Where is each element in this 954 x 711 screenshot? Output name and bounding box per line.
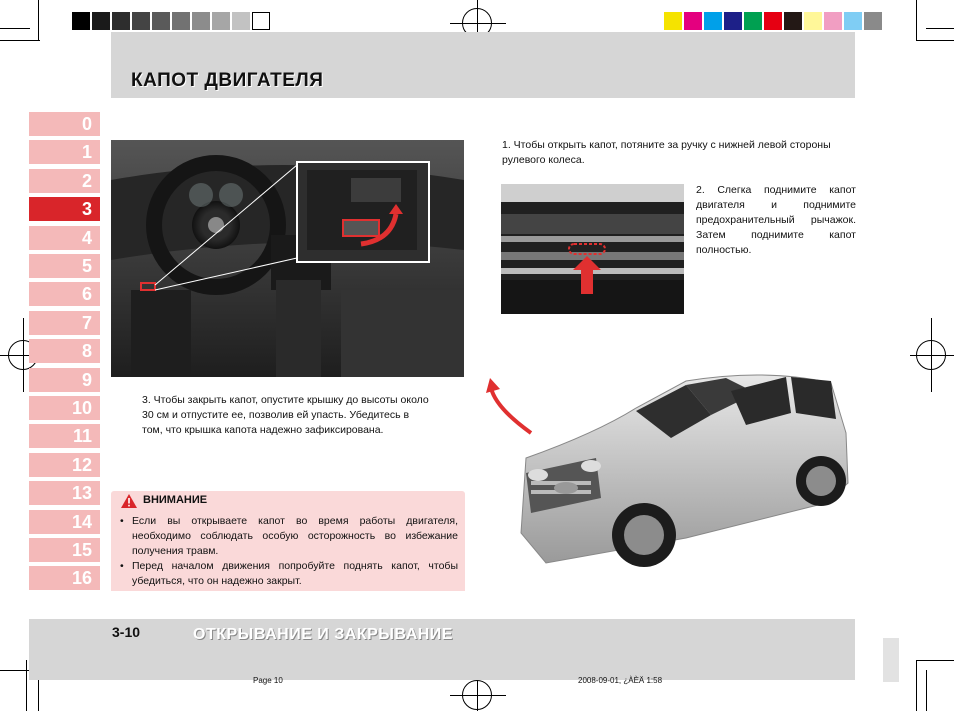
hood-latch-photo — [501, 184, 684, 314]
chapter-tab-label: 3 — [81, 199, 92, 220]
bullet: • — [120, 515, 124, 527]
chapter-tab-label: 2 — [81, 170, 92, 191]
chapter-tab-0[interactable] — [29, 112, 100, 136]
chapter-tab-10[interactable] — [29, 396, 100, 420]
warning-triangle-icon — [121, 494, 137, 513]
gray-swatch — [152, 12, 170, 30]
gray-swatch — [192, 12, 210, 30]
color-swatch — [804, 12, 822, 30]
print-file-label: Page 10 — [253, 676, 283, 685]
print-date-label: 2008-09-01, ¿ÀÈÄ 1:58 — [578, 676, 663, 685]
dashboard-photo — [111, 140, 464, 377]
color-swatch — [824, 12, 842, 30]
color-swatch — [704, 12, 722, 30]
chapter-tab-2[interactable] — [29, 169, 100, 193]
warning-item-text: Если вы открываете капот во время работы двигателя, необходимо соблюдать особую осторожность во избежание получения травм. — [132, 515, 458, 557]
gray-swatch — [92, 12, 110, 30]
step-1-text: 1. Чтобы открыть капот, потяните за ручку с нижней левой стороны рулевого колеса. — [502, 139, 831, 166]
chapter-tab-5[interactable] — [29, 254, 100, 278]
page-number: 3-10 — [112, 624, 141, 640]
warning-item-1 — [120, 514, 458, 559]
color-swatch — [784, 12, 802, 30]
gray-swatch — [212, 12, 230, 30]
chapter-tab-7[interactable] — [29, 311, 100, 335]
gray-swatch — [252, 12, 270, 30]
chapter-tab-label: 1 — [81, 142, 92, 163]
chapter-tab-label: 11 — [72, 426, 92, 447]
chapter-tab-6[interactable] — [29, 282, 100, 306]
color-swatch — [844, 12, 862, 30]
warning-item-text: Перед началом движения попробуйте поднять капот, чтобы убедиться, что он надежно закрыт. — [132, 560, 458, 587]
chapter-tab-16[interactable] — [29, 566, 100, 590]
warning-item-2 — [120, 559, 458, 589]
gray-swatch — [112, 12, 130, 30]
color-swatch — [724, 12, 742, 30]
chapter-tab-1[interactable] — [29, 140, 100, 164]
chapter-tab-label: 6 — [81, 284, 92, 305]
gray-swatch — [172, 12, 190, 30]
chapter-tab-12[interactable] — [29, 453, 100, 477]
chapter-tab-label: 0 — [81, 114, 92, 134]
chapter-tab-label: 16 — [71, 568, 92, 589]
gray-swatch — [72, 12, 90, 30]
chapter-tab-label: 9 — [81, 369, 92, 390]
footer-tab — [883, 638, 899, 682]
color-swatch — [764, 12, 782, 30]
gray-swatch — [232, 12, 250, 30]
chapter-tab-label: 8 — [81, 341, 92, 362]
chapter-tab-4[interactable] — [29, 226, 100, 250]
chapter-tab-15[interactable] — [29, 538, 100, 562]
chapter-tab-label: 10 — [71, 398, 92, 418]
chapter-tab-label: 15 — [71, 540, 92, 560]
step-3-text: 3. Чтобы закрыть капот, опустите крышку до высоты около 30 см и отпустите ее, позволив ей упасть. Убедитесь в том, что крышка капота надежно зафиксирована. — [142, 394, 429, 436]
step-2-text: 2. Слегка поднимите капот двигателя и поднимите предохранительный рычажок. Затем поднимите капот полностью. — [696, 184, 856, 256]
gray-swatch — [132, 12, 150, 30]
chapter-tab-8[interactable] — [29, 339, 100, 363]
chapter-tab-label: 12 — [71, 454, 92, 475]
color-swatch — [864, 12, 882, 30]
chapter-tab-3[interactable] — [29, 197, 100, 221]
chapter-tab-label: 14 — [71, 511, 92, 532]
color-swatch — [684, 12, 702, 30]
chapter-tab-9[interactable] — [29, 368, 100, 392]
chapter-tab-11[interactable] — [29, 424, 100, 448]
section-title: ОТКРЫВАНИЕ И ЗАКРЫВАНИЕ — [193, 626, 453, 643]
chapter-tab-label: 7 — [81, 312, 92, 333]
chapter-tab-label: 5 — [81, 256, 92, 276]
warning-title: ВНИМАНИЕ — [143, 494, 208, 506]
color-swatch — [664, 12, 682, 30]
chapter-tab-label: 13 — [71, 483, 92, 504]
page-title: КАПОТ ДВИГАТЕЛЯ — [131, 70, 324, 91]
chapter-tab-14[interactable] — [29, 510, 100, 534]
car-photo — [486, 363, 856, 603]
color-swatch — [744, 12, 762, 30]
bullet: • — [120, 560, 124, 572]
chapter-tab-label: 4 — [81, 227, 92, 248]
chapter-tab-13[interactable] — [29, 481, 100, 505]
